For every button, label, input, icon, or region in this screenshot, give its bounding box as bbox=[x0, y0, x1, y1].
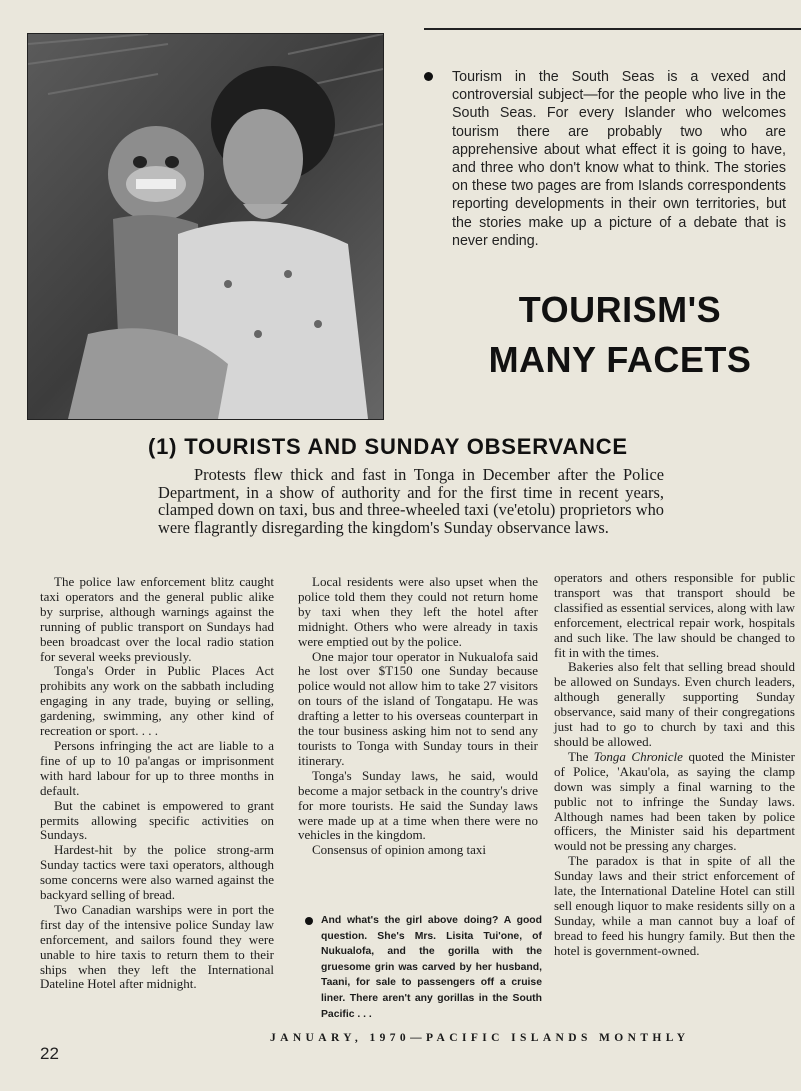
text-run: The bbox=[568, 748, 589, 764]
column-paragraph: Persons infringing the act are liable to a fine of up to 10 pa'angas or imprisonment with hard labour for up to three months in default. bbox=[40, 737, 274, 798]
column-paragraph: operators and others responsible for public transport was that transport should be classified as essential services, along with law enforcement, electrical repair work, hospitals and such like. The law should be changed to fit in with the times. bbox=[554, 570, 795, 660]
column-paragraph: Two Canadian warships were in port the first day of the intensive police Sunday law enforcement, and sailors found they were unable to hire taxis to return them to their ships when they left the International Dateline Hotel after midnight. bbox=[40, 901, 274, 992]
page-number: 22 bbox=[40, 1044, 59, 1063]
lede-paragraph bbox=[158, 466, 664, 536]
running-footer: JANUARY, 1970—PACIFIC ISLANDS MONTHLY bbox=[270, 1032, 690, 1044]
caption-text: And what's the girl above doing? A good question. She's Mrs. Lisita Tui'one, of Nukualofa, and the gorilla with the gruesome grin was carved by her husband, Taani, for sale to passengers off a cruise liner. There aren't any gorillas in the South Pacific . . . bbox=[321, 915, 542, 1020]
text-run: quoted the Minister of Police, 'Akau'ola, as saying the clamp down was simply a final warning to the public not to infringe the Sunday laws. Although names had been taken by police officers, the Minister said his department would not be pressing any charges. bbox=[554, 748, 795, 854]
column-paragraph bbox=[554, 750, 795, 854]
column-paragraph: Tonga's Sunday laws, he said, would become a major setback in the country's drive for more tourists. He said the Sunday laws were made up at a time when there were no vehicles in the kingdom. bbox=[298, 767, 538, 843]
intro-text: Tourism in the South Seas is a vexed and controversial subject—for the people who live in the South Seas. For every Islander who welcomes tourism there are probably two who are apprehensive about what effect it is going to have, and three who don't know what to think. The stories on these two pages are from Islands correspondents reporting developments in their own territories, but the stories make up a picture of a debate that is never ending. bbox=[452, 69, 786, 249]
photo-woman-with-carving bbox=[27, 33, 384, 420]
section-heading: (1) TOURISTS AND SUNDAY OBSERVANCE bbox=[148, 434, 628, 459]
column-paragraph: One major tour operator in Nukualofa said he lost over $T150 one Sunday because police would not allow him to take 27 visitors on tours of the island of Tongatapu. He was drafting a letter to his overseas counterpart in the tour business asking him not to send any tourists to Tonga with Sunday tours in their itinerary. bbox=[298, 648, 538, 768]
column-paragraph: Tonga's Order in Public Places Act prohibits any work on the sabbath including engaging in any trade, buying or selling, gardening, swimming, any other kind of recreation or sport. . . . bbox=[40, 663, 274, 739]
intro-paragraph bbox=[424, 68, 786, 250]
column-paragraph: But the cabinet is empowered to grant permits allowing specific activities on Sundays. bbox=[40, 797, 274, 843]
column-2 bbox=[298, 575, 538, 858]
headline-line-1: TOURISM'S bbox=[518, 289, 722, 330]
headline-line-2: MANY FACETS bbox=[488, 339, 752, 380]
lede-text: Protests flew thick and fast in Tonga in December after the Police Department, in a show of authority and for the first time in recent years, clamped down on taxi, bus and three-wheeled taxi (ve'etolu) proprietors who were flagrantly disregarding the kingdom's Sunday observance laws. bbox=[158, 465, 664, 537]
column-paragraph: Consensus of opinion among taxi bbox=[312, 842, 487, 858]
column-paragraph: The paradox is that in spite of all the Sunday laws and their strict enforcement of late, the International Dateline Hotel can still sell enough liquor to make residents silly on a Sunday, while a man cannot buy a loaf of bread to feed his hungry family. But then the hotel is government-owned. bbox=[554, 853, 795, 958]
column-paragraph: Hardest-hit by the police strong-arm Sunday tactics were taxi operators, although some concerns were also warned against the backyard selling of bread. bbox=[40, 842, 274, 903]
top-rule bbox=[424, 28, 801, 30]
photo-illustration bbox=[28, 34, 383, 419]
photo-caption bbox=[305, 913, 542, 1022]
publication-title: Tonga Chronicle bbox=[593, 748, 683, 764]
bullet-icon bbox=[424, 72, 433, 81]
column-3 bbox=[554, 571, 795, 959]
column-paragraph: Local residents were also upset when the police told them they could not return home by taxi when they left the hotel after midnight. Others who were already in taxis were emptied out by the police. bbox=[298, 574, 538, 649]
column-1 bbox=[40, 575, 274, 992]
column-paragraph: Bakeries also felt that selling bread should be allowed on Sundays. Even church leaders, although generally supporting Sunday observance, said many of their congregations just had to go to church by taxi and this should be allowed. bbox=[554, 659, 795, 749]
column-paragraph: The police law enforcement blitz caught taxi operators and the general public alike by surprise, although warnings against the running of public transport on Sundays had been broadcast over the local radio station for several weeks previously. bbox=[40, 574, 274, 664]
bullet-icon bbox=[305, 917, 313, 925]
article-headline bbox=[455, 285, 785, 385]
